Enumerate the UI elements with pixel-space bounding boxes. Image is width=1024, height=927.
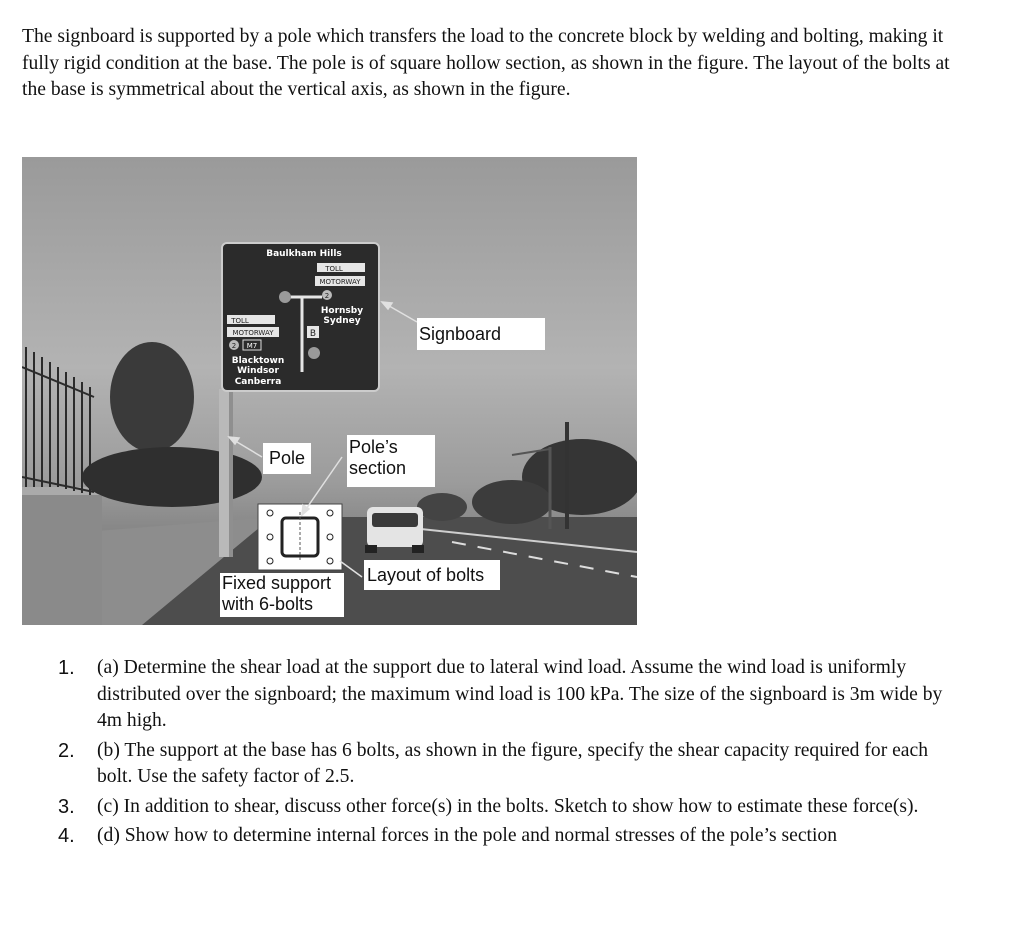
signboard (222, 243, 379, 391)
pole-label: Pole (263, 443, 311, 474)
question-text: (c) In addition to shear, discuss other force(s) in the bolts. Sketch to show how to estimate these force(s). (97, 795, 919, 817)
sign-heading: Baulkham Hills (266, 249, 342, 259)
sign-route-right: 2 (324, 292, 330, 300)
question-number: 3. (58, 795, 75, 818)
sign-b-marker: B (309, 329, 317, 339)
sign-motorway-right: MOTORWAY (319, 278, 361, 286)
question-text: (b) The support at the base has 6 bolts, as shown in the figure, specify the shear capacity required for each bolt. Use the safety factor of 2.5. (97, 739, 929, 787)
question-text: (d) Show how to determine internal forces in the pole and normal stresses of the pole’s section (97, 825, 838, 846)
question-number: 1. (58, 657, 75, 679)
sign-destination-blacktown: Blacktown (231, 356, 285, 366)
hedge-left (82, 447, 262, 507)
sign-motorway-left: MOTORWAY (232, 329, 274, 337)
sign-route-left: 2 (231, 342, 237, 350)
fixed-support-label (220, 573, 344, 617)
signboard-photo (22, 157, 637, 625)
question-item (58, 738, 958, 791)
intro-paragraph: The signboard is supported by a pole which transfers the load to the concrete block by welding and bolting, making it fully rigid condition at the base. The pole is of square hollow section, as shown in the figure. The layout of the bolts at the base is symmetrical about the vertical axis, as shown in the figure. (22, 26, 950, 100)
fixed-support-label-line2: with 6-bolts (222, 594, 314, 614)
question-item (58, 794, 958, 821)
sign-destination-canberra: Canberra (234, 377, 282, 387)
sign-destination-hornsby: Hornsby (320, 306, 364, 316)
question-number: 4. (58, 825, 75, 847)
tree-right-2 (472, 480, 552, 524)
signboard-label: Signboard (417, 318, 545, 350)
sign-pole-shadow (229, 389, 233, 557)
question-number: 2. (58, 739, 75, 762)
sign-toll-right: TOLL (325, 265, 343, 273)
pole-section-label (347, 435, 435, 487)
pole-section-label-line2: section (349, 458, 407, 478)
concrete-wall (22, 487, 102, 625)
sign-destination-sydney: Sydney (323, 316, 361, 326)
question-item (58, 823, 958, 850)
bolt-layout-diagram (258, 504, 342, 570)
pole-section-label-line1: Pole’s (349, 437, 398, 457)
sign-destination-windsor: Windsor (237, 366, 279, 376)
question-list (58, 655, 958, 850)
sign-route-m7: M7 (246, 342, 258, 350)
question-text: (a) Determine the shear load at the support due to lateral wind load. Assume the wind load is uniformly distributed over the signboard; the maximum wind load is 100 kPa. The size of the signboard is 3m wide by 4m high. (97, 657, 943, 731)
layout-of-bolts-label: Layout of bolts (364, 560, 500, 590)
tree-middle (417, 493, 467, 521)
car-icon (365, 507, 424, 553)
sign-toll-left: TOLL (231, 317, 249, 325)
tree-left (110, 342, 194, 452)
fixed-support-label-line1: Fixed support (222, 573, 332, 593)
question-item (58, 655, 958, 735)
